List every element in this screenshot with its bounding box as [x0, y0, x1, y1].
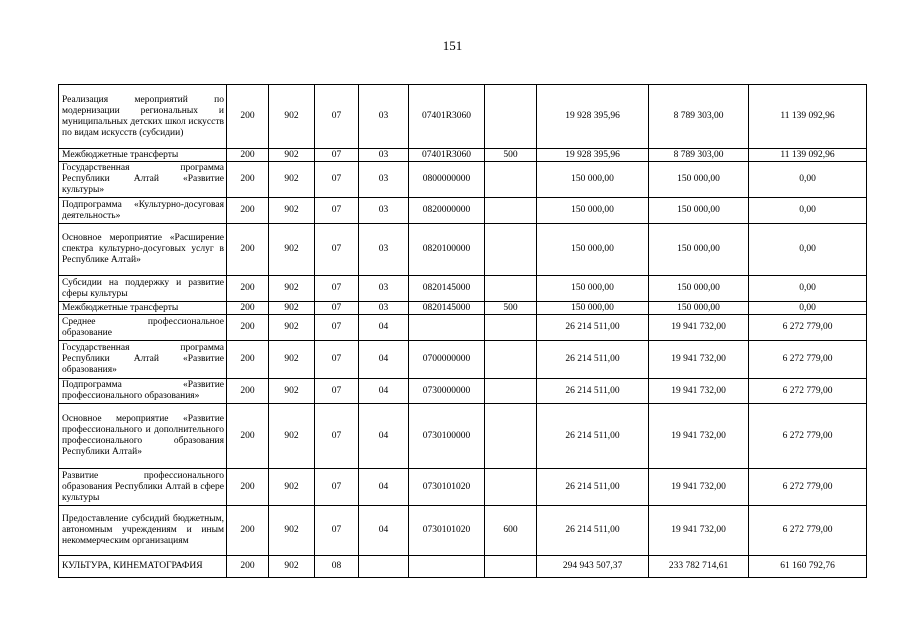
section-code: 07: [315, 149, 359, 162]
subsection-code: 03: [359, 276, 409, 302]
expense-type-code: [485, 162, 537, 198]
subsection-code: 03: [359, 149, 409, 162]
subsection-code: 03: [359, 302, 409, 315]
regional-amount: 6 272 779,00: [749, 341, 867, 379]
target-article-code: [409, 556, 485, 578]
table-row: [59, 315, 867, 341]
section-code: 07: [315, 341, 359, 379]
subsection-code: 04: [359, 404, 409, 469]
admin-code: 200: [227, 341, 269, 379]
section-code: 07: [315, 315, 359, 341]
dept-code: 902: [269, 149, 315, 162]
subsection-code: 03: [359, 162, 409, 198]
row-name: Реализация мероприятий по модернизации региональных и муниципальных детских школ искусств по видам искусств (субсидии): [59, 85, 227, 149]
admin-code: 200: [227, 224, 269, 276]
expense-type-code: [485, 404, 537, 469]
row-name: Подпрограмма «Культурно-досуговая деятельность»: [59, 198, 227, 224]
expense-type-code: 600: [485, 506, 537, 556]
expense-type-code: [485, 224, 537, 276]
subsection-code: 03: [359, 198, 409, 224]
expense-type-code: [485, 469, 537, 506]
target-article-code: 0820145000: [409, 302, 485, 315]
regional-amount: 11 139 092,96: [749, 149, 867, 162]
table-row: [59, 341, 867, 379]
regional-amount: 11 139 092,96: [749, 85, 867, 149]
admin-code: 200: [227, 149, 269, 162]
target-article-code: 07401R3060: [409, 85, 485, 149]
total-amount: 26 214 511,00: [537, 506, 649, 556]
regional-amount: 6 272 779,00: [749, 404, 867, 469]
section-code: 07: [315, 379, 359, 404]
table-row: [59, 556, 867, 578]
total-amount: 150 000,00: [537, 224, 649, 276]
target-article-code: 0820000000: [409, 198, 485, 224]
federal-amount: 8 789 303,00: [649, 85, 749, 149]
total-amount: 26 214 511,00: [537, 469, 649, 506]
admin-code: 200: [227, 85, 269, 149]
admin-code: 200: [227, 276, 269, 302]
total-amount: 294 943 507,37: [537, 556, 649, 578]
federal-amount: 19 941 732,00: [649, 379, 749, 404]
regional-amount: 61 160 792,76: [749, 556, 867, 578]
target-article-code: 0700000000: [409, 341, 485, 379]
dept-code: 902: [269, 341, 315, 379]
table-row: [59, 469, 867, 506]
admin-code: 200: [227, 315, 269, 341]
section-code: 07: [315, 85, 359, 149]
subsection-code: 04: [359, 469, 409, 506]
subsection-code: 04: [359, 315, 409, 341]
row-name: Предоставление субсидий бюджетным, автономным учреждениям и иным некоммерческим организациям: [59, 506, 227, 556]
section-code: 07: [315, 404, 359, 469]
target-article-code: 0730000000: [409, 379, 485, 404]
row-name: Межбюджетные трансферты: [59, 302, 227, 315]
dept-code: 902: [269, 379, 315, 404]
federal-amount: 8 789 303,00: [649, 149, 749, 162]
table-row: [59, 379, 867, 404]
target-article-code: [409, 315, 485, 341]
section-code: 07: [315, 506, 359, 556]
section-code: 07: [315, 276, 359, 302]
section-code: 08: [315, 556, 359, 578]
page-number: 151: [442, 38, 463, 53]
row-name: Межбюджетные трансферты: [59, 149, 227, 162]
subsection-code: 04: [359, 341, 409, 379]
row-name: Основное мероприятие «Развитие профессионального и дополнительного профессионального образования Республики Алтай»: [59, 404, 227, 469]
row-name: Государственная программа Республики Алтай «Развитие образования»: [59, 341, 227, 379]
total-amount: 26 214 511,00: [537, 315, 649, 341]
dept-code: 902: [269, 198, 315, 224]
target-article-code: 0730101020: [409, 469, 485, 506]
table-row: [59, 404, 867, 469]
admin-code: 200: [227, 469, 269, 506]
table-row: [59, 506, 867, 556]
table-row: [59, 162, 867, 198]
section-code: 07: [315, 198, 359, 224]
row-name: Основное мероприятие «Расширение спектра культурно-досуговых услуг в Республике Алтай»: [59, 224, 227, 276]
dept-code: 902: [269, 85, 315, 149]
federal-amount: 233 782 714,61: [649, 556, 749, 578]
admin-code: 200: [227, 404, 269, 469]
section-code: 07: [315, 302, 359, 315]
table-row: [59, 85, 867, 149]
regional-amount: 0,00: [749, 276, 867, 302]
total-amount: 26 214 511,00: [537, 341, 649, 379]
dept-code: 902: [269, 302, 315, 315]
admin-code: 200: [227, 506, 269, 556]
regional-amount: 0,00: [749, 198, 867, 224]
subsection-code: [359, 556, 409, 578]
dept-code: 902: [269, 162, 315, 198]
federal-amount: 150 000,00: [649, 302, 749, 315]
target-article-code: 07401R3060: [409, 149, 485, 162]
total-amount: 150 000,00: [537, 162, 649, 198]
expense-type-code: [485, 198, 537, 224]
subsection-code: 03: [359, 85, 409, 149]
regional-amount: 6 272 779,00: [749, 506, 867, 556]
federal-amount: 150 000,00: [649, 162, 749, 198]
federal-amount: 150 000,00: [649, 198, 749, 224]
regional-amount: 0,00: [749, 224, 867, 276]
total-amount: 19 928 395,96: [537, 149, 649, 162]
regional-amount: 6 272 779,00: [749, 315, 867, 341]
target-article-code: 0730101020: [409, 506, 485, 556]
row-name: Развитие профессионального образования Республики Алтай в сфере культуры: [59, 469, 227, 506]
admin-code: 200: [227, 198, 269, 224]
federal-amount: 19 941 732,00: [649, 341, 749, 379]
row-name: Государственная программа Республики Алтай «Развитие культуры»: [59, 162, 227, 198]
budget-table: [58, 84, 867, 578]
subsection-code: 03: [359, 224, 409, 276]
expense-type-code: 500: [485, 149, 537, 162]
expense-type-code: 500: [485, 302, 537, 315]
expense-type-code: [485, 85, 537, 149]
total-amount: 150 000,00: [537, 302, 649, 315]
section-code: 07: [315, 224, 359, 276]
dept-code: 902: [269, 276, 315, 302]
table-row: [59, 276, 867, 302]
target-article-code: 0820100000: [409, 224, 485, 276]
federal-amount: 19 941 732,00: [649, 404, 749, 469]
subsection-code: 04: [359, 506, 409, 556]
row-name: Подпрограмма «Развитие профессионального образования»: [59, 379, 227, 404]
dept-code: 902: [269, 469, 315, 506]
row-name: Субсидии на поддержку и развитие сферы культуры: [59, 276, 227, 302]
total-amount: 26 214 511,00: [537, 379, 649, 404]
federal-amount: 19 941 732,00: [649, 315, 749, 341]
total-amount: 150 000,00: [537, 276, 649, 302]
row-name: КУЛЬТУРА, КИНЕМАТОГРАФИЯ: [59, 556, 227, 578]
expense-type-code: [485, 276, 537, 302]
regional-amount: 6 272 779,00: [749, 469, 867, 506]
row-name: Среднее профессиональное образование: [59, 315, 227, 341]
regional-amount: 0,00: [749, 302, 867, 315]
federal-amount: 150 000,00: [649, 276, 749, 302]
total-amount: 150 000,00: [537, 198, 649, 224]
table-row: [59, 149, 867, 162]
table-row: [59, 302, 867, 315]
subsection-code: 04: [359, 379, 409, 404]
expense-type-code: [485, 341, 537, 379]
federal-amount: 150 000,00: [649, 224, 749, 276]
federal-amount: 19 941 732,00: [649, 506, 749, 556]
target-article-code: 0820145000: [409, 276, 485, 302]
dept-code: 902: [269, 315, 315, 341]
dept-code: 902: [269, 556, 315, 578]
federal-amount: 19 941 732,00: [649, 469, 749, 506]
section-code: 07: [315, 162, 359, 198]
target-article-code: 0730100000: [409, 404, 485, 469]
total-amount: 26 214 511,00: [537, 404, 649, 469]
expense-type-code: [485, 379, 537, 404]
table-row: [59, 198, 867, 224]
regional-amount: 6 272 779,00: [749, 379, 867, 404]
admin-code: 200: [227, 302, 269, 315]
expense-type-code: [485, 556, 537, 578]
regional-amount: 0,00: [749, 162, 867, 198]
table-row: [59, 224, 867, 276]
dept-code: 902: [269, 506, 315, 556]
expense-type-code: [485, 315, 537, 341]
admin-code: 200: [227, 556, 269, 578]
admin-code: 200: [227, 162, 269, 198]
admin-code: 200: [227, 379, 269, 404]
dept-code: 902: [269, 404, 315, 469]
section-code: 07: [315, 469, 359, 506]
dept-code: 902: [269, 224, 315, 276]
total-amount: 19 928 395,96: [537, 85, 649, 149]
target-article-code: 0800000000: [409, 162, 485, 198]
